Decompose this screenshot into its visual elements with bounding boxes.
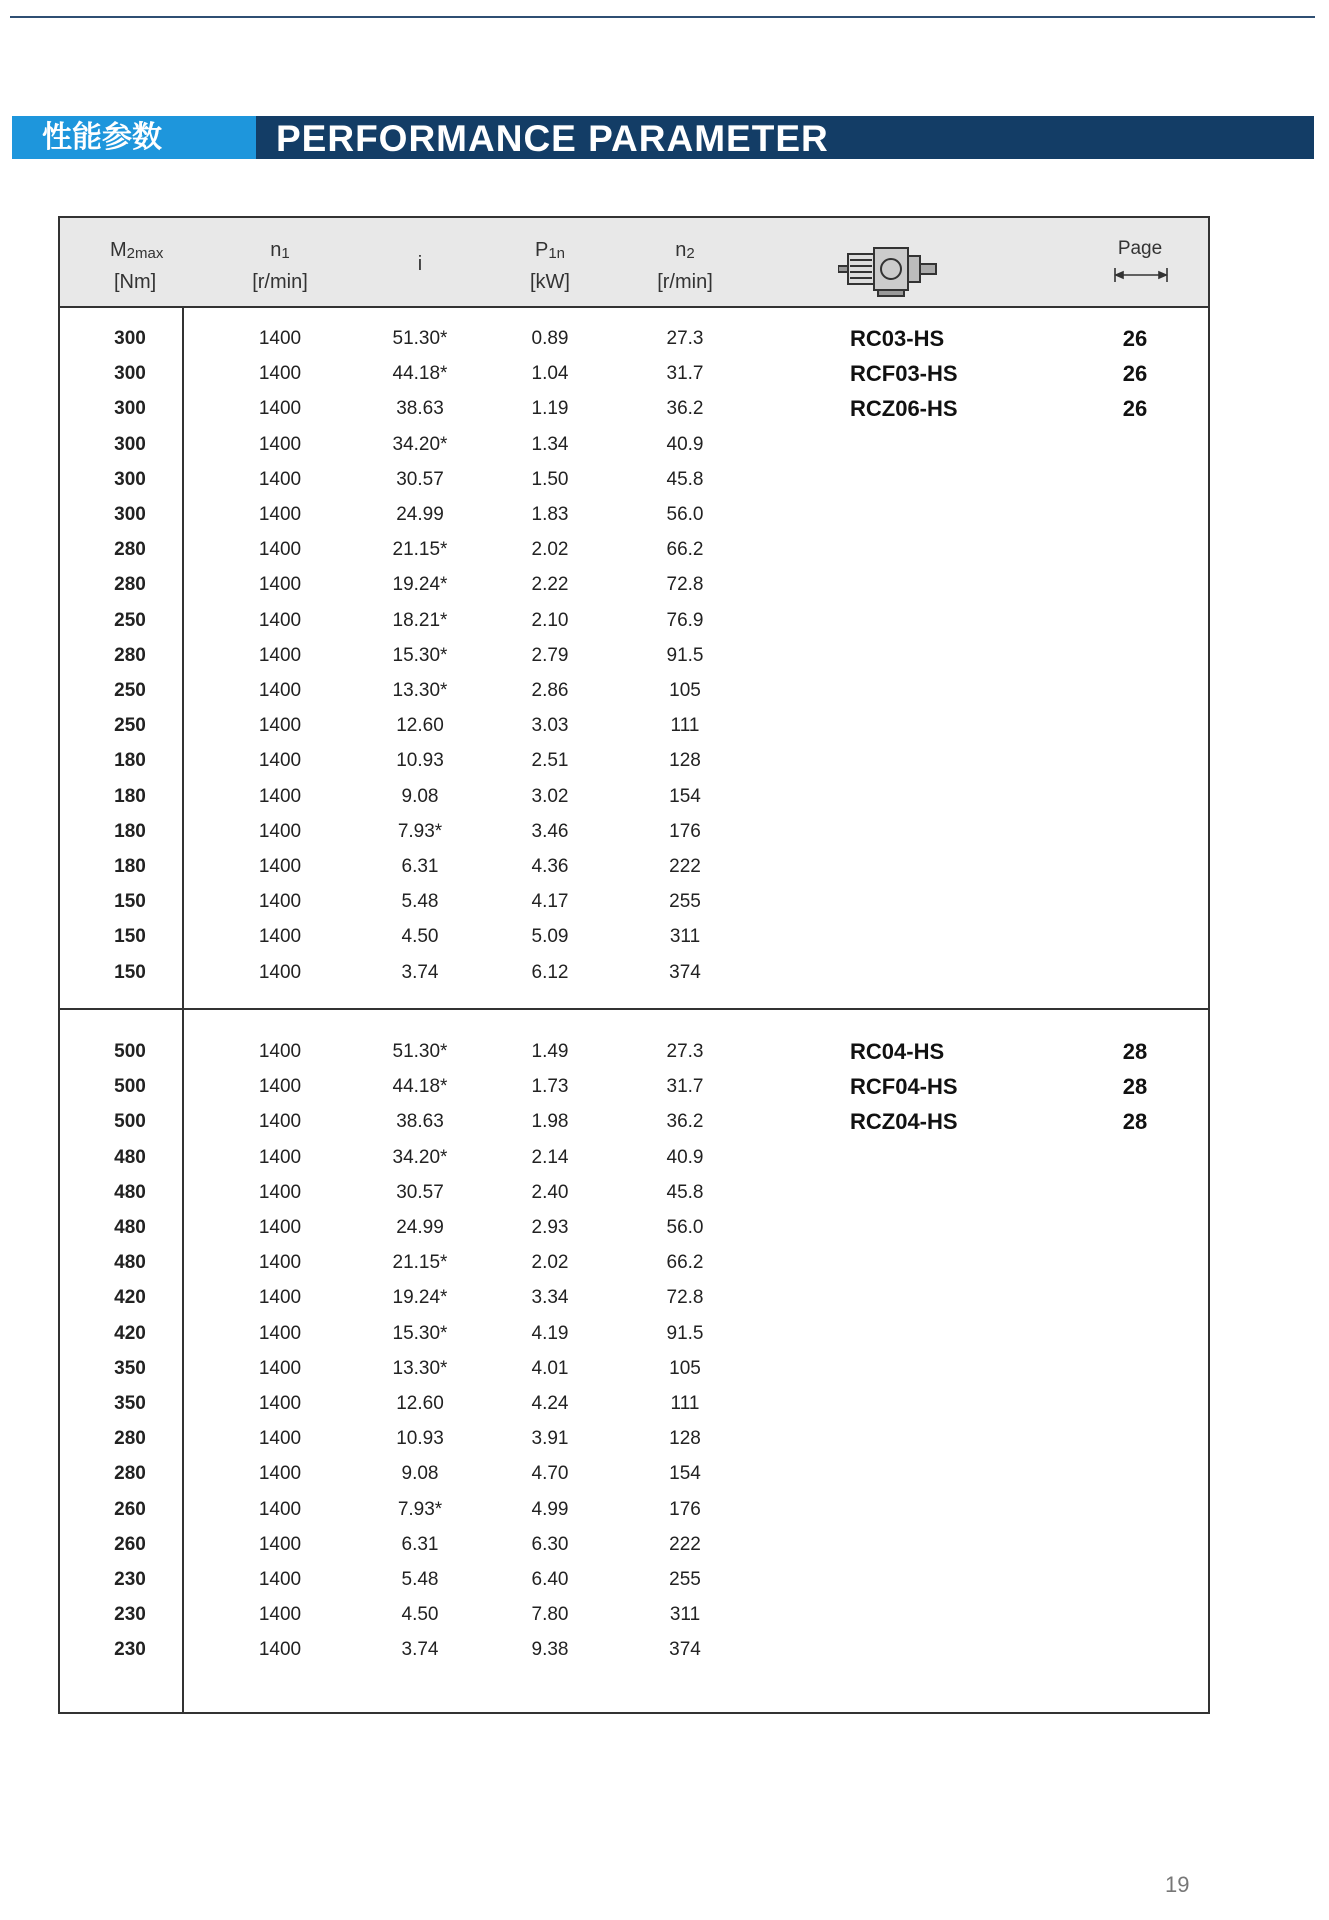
cell-p1n: 6.40 xyxy=(531,1569,569,1590)
cell-n2: 76.9 xyxy=(666,609,704,631)
cell-m2max: 180 xyxy=(114,750,146,772)
cell-m2max: 420 xyxy=(114,1322,146,1344)
cell-ratio: 13.30* xyxy=(392,680,448,701)
cell-m2max: 300 xyxy=(114,504,146,525)
cell-m2max: 250 xyxy=(114,715,146,737)
cell-p1n: 1.04 xyxy=(531,363,569,385)
table-row xyxy=(60,532,1208,567)
cell-ratio: 7.93* xyxy=(397,820,443,842)
cell-ratio: 30.57 xyxy=(396,468,444,490)
cell-n2: 91.5 xyxy=(666,1322,704,1344)
cell-n1: 1400 xyxy=(258,926,302,948)
cell-p1n: 2.02 xyxy=(531,539,569,561)
cell-n1: 1400 xyxy=(258,1111,302,1133)
cell-n2: 56.0 xyxy=(666,1217,704,1238)
cell-ratio: 4.50 xyxy=(401,926,439,948)
cell-n2: 176 xyxy=(669,820,701,842)
cell-p1n: 4.17 xyxy=(531,891,569,913)
model-name: RCF03-HS xyxy=(850,361,958,387)
cell-ratio: 21.15* xyxy=(392,1252,448,1274)
cell-m2max: 500 xyxy=(114,1111,146,1133)
cell-n1: 1400 xyxy=(258,1639,302,1661)
cell-ratio: 6.31 xyxy=(401,1533,439,1555)
cell-p1n: 2.86 xyxy=(531,680,569,701)
cell-p1n: 6.30 xyxy=(531,1533,569,1555)
cell-m2max: 180 xyxy=(114,785,146,807)
cell-n2: 40.9 xyxy=(666,433,704,455)
cell-ratio: 18.21* xyxy=(392,609,448,631)
cell-n1: 1400 xyxy=(258,398,302,420)
cell-ratio: 9.08 xyxy=(401,785,439,807)
top-rule xyxy=(10,16,1315,18)
cell-m2max: 280 xyxy=(114,539,146,561)
table-row xyxy=(60,603,1208,638)
cell-n1: 1400 xyxy=(258,715,302,737)
cell-n2: 176 xyxy=(669,1498,701,1520)
model-name: RC04-HS xyxy=(850,1039,945,1064)
cell-m2max: 280 xyxy=(114,644,146,666)
cell-m2max: 300 xyxy=(114,398,146,420)
cell-p1n: 2.79 xyxy=(531,644,569,666)
cell-n1: 1400 xyxy=(258,328,302,349)
cell-n1: 1400 xyxy=(258,680,302,701)
cell-n2: 154 xyxy=(669,1463,701,1485)
cell-p1n: 5.09 xyxy=(531,926,569,948)
cell-p1n: 2.51 xyxy=(531,750,569,772)
cell-n2: 31.7 xyxy=(666,363,704,385)
cell-n2: 36.2 xyxy=(666,1111,704,1133)
cell-m2max: 350 xyxy=(114,1393,146,1414)
header-p1n: $P_{1n}$ [kW] xyxy=(530,239,570,293)
table-row xyxy=(60,814,1208,849)
cell-p1n: 7.80 xyxy=(531,1604,569,1626)
table-row xyxy=(60,1140,1208,1175)
cell-ratio: 10.93 xyxy=(396,1428,444,1450)
cell-p1n: 6.12 xyxy=(531,961,569,983)
cell-ratio: 13.30* xyxy=(392,1357,448,1379)
cell-n1: 1400 xyxy=(258,1498,302,1520)
header-i: i xyxy=(417,253,423,275)
cell-ratio: 12.60 xyxy=(396,1393,444,1414)
cell-m2max: 150 xyxy=(114,926,146,948)
cell-m2max: 260 xyxy=(114,1498,146,1520)
cell-ratio: 51.30* xyxy=(392,328,448,349)
cell-n2: 222 xyxy=(669,1533,701,1555)
cell-ratio: 15.30* xyxy=(392,644,448,666)
cell-n2: 72.8 xyxy=(666,574,704,596)
table-row xyxy=(60,849,1208,884)
cell-ratio: 24.99 xyxy=(396,504,444,525)
table-row xyxy=(60,743,1208,778)
cell-p1n: 3.03 xyxy=(531,715,569,737)
cell-ratio: 3.74 xyxy=(401,1639,439,1661)
cell-n2: 72.8 xyxy=(666,1287,704,1309)
cell-n2: 105 xyxy=(669,680,701,701)
cell-p1n: 9.38 xyxy=(531,1639,569,1661)
cell-n2: 374 xyxy=(669,1639,701,1661)
cell-ratio: 38.63 xyxy=(396,398,444,420)
cell-n1: 1400 xyxy=(258,609,302,631)
cell-m2max: 350 xyxy=(114,1357,146,1379)
cell-n1: 1400 xyxy=(258,961,302,983)
cell-n2: 45.8 xyxy=(666,468,704,490)
model-page: 26 xyxy=(1122,361,1148,387)
cell-p1n: 1.50 xyxy=(531,468,569,490)
table-row xyxy=(60,1632,1208,1667)
cell-n1: 1400 xyxy=(258,1076,302,1098)
cell-n1: 1400 xyxy=(258,785,302,807)
model-page: 28 xyxy=(1122,1039,1148,1064)
cell-ratio: 19.24* xyxy=(392,574,448,596)
cell-n2: 374 xyxy=(669,961,701,983)
cell-n2: 56.0 xyxy=(666,504,704,525)
table-row xyxy=(60,1386,1208,1421)
cell-n2: 27.3 xyxy=(666,328,704,349)
cell-m2max: 500 xyxy=(114,1041,146,1062)
cell-n2: 222 xyxy=(669,856,701,877)
table-row xyxy=(60,1280,1208,1315)
cell-m2max: 480 xyxy=(114,1181,146,1203)
cell-p1n: 1.34 xyxy=(531,433,569,455)
model-page: 28 xyxy=(1122,1074,1148,1100)
header-page: Page xyxy=(1117,238,1163,259)
cell-n1: 1400 xyxy=(258,820,302,842)
table-row xyxy=(60,1351,1208,1386)
cell-n1: 1400 xyxy=(258,1569,302,1590)
cell-ratio: 19.24* xyxy=(392,1287,448,1309)
cell-m2max: 500 xyxy=(114,1076,146,1098)
cell-ratio: 12.60 xyxy=(396,715,444,737)
cell-p1n: 1.49 xyxy=(531,1041,569,1062)
table-row xyxy=(60,638,1208,673)
cell-n1: 1400 xyxy=(258,1393,302,1414)
cell-ratio: 7.93* xyxy=(397,1498,443,1520)
cell-m2max: 230 xyxy=(114,1604,146,1626)
header-n1: $n_1$ [r/min] xyxy=(252,239,308,293)
table-row xyxy=(60,1421,1208,1456)
cell-n2: 255 xyxy=(669,1569,701,1590)
cell-n2: 91.5 xyxy=(666,644,704,666)
model-name: RC03-HS xyxy=(850,326,945,351)
cell-m2max: 150 xyxy=(114,891,146,913)
cell-m2max: 180 xyxy=(114,820,146,842)
cell-p1n: 4.24 xyxy=(531,1393,569,1414)
cell-n1: 1400 xyxy=(258,1041,302,1062)
table-row xyxy=(60,1245,1208,1280)
section-title-en: PERFORMANCE PARAMETER xyxy=(256,116,1314,159)
cell-n1: 1400 xyxy=(258,1604,302,1626)
cell-m2max: 250 xyxy=(114,680,146,701)
cell-m2max: 230 xyxy=(114,1639,146,1661)
cell-n2: 128 xyxy=(669,1428,701,1450)
table-row xyxy=(60,673,1208,708)
cell-m2max: 300 xyxy=(114,468,146,490)
cell-p1n: 3.91 xyxy=(531,1428,569,1450)
cell-p1n: 4.70 xyxy=(531,1463,569,1485)
table-row xyxy=(60,1562,1208,1597)
gear-motor-icon xyxy=(838,234,942,300)
cell-n2: 36.2 xyxy=(666,398,704,420)
cell-p1n: 2.14 xyxy=(531,1146,569,1168)
table-row xyxy=(60,1175,1208,1210)
cell-m2max: 280 xyxy=(114,574,146,596)
cell-ratio: 15.30* xyxy=(392,1322,448,1344)
cell-p1n: 1.83 xyxy=(531,504,569,525)
cell-n2: 128 xyxy=(669,750,701,772)
header-m2max: $M_{2max}$ [Nm] xyxy=(110,239,164,293)
cell-n1: 1400 xyxy=(258,1533,302,1555)
table-row xyxy=(60,708,1208,743)
table-header xyxy=(60,218,1208,308)
cell-n1: 1400 xyxy=(258,1357,302,1379)
cell-p1n: 4.99 xyxy=(531,1498,569,1520)
model-name: RCF04-HS xyxy=(850,1074,958,1100)
cell-n2: 45.8 xyxy=(666,1181,704,1203)
model-name: RCZ06-HS xyxy=(850,396,958,422)
cell-n1: 1400 xyxy=(258,1217,302,1238)
cell-m2max: 260 xyxy=(114,1533,146,1555)
cell-m2max: 300 xyxy=(114,328,146,349)
cell-n2: 40.9 xyxy=(666,1146,704,1168)
table-row xyxy=(60,955,1208,990)
cell-m2max: 480 xyxy=(114,1217,146,1238)
cell-m2max: 180 xyxy=(114,856,146,877)
cell-n2: 255 xyxy=(669,891,701,913)
table-row xyxy=(60,884,1208,919)
cell-ratio: 44.18* xyxy=(392,363,448,385)
cell-n1: 1400 xyxy=(258,1181,302,1203)
page-number: 19 xyxy=(1165,1872,1190,1897)
cell-p1n: 2.02 xyxy=(531,1252,569,1274)
table-row xyxy=(60,779,1208,814)
performance-table xyxy=(58,216,1210,1714)
cell-m2max: 420 xyxy=(114,1287,146,1309)
cell-n2: 27.3 xyxy=(666,1041,704,1062)
cell-p1n: 2.22 xyxy=(531,574,569,596)
model-page: 26 xyxy=(1122,326,1148,351)
cell-n1: 1400 xyxy=(258,1252,302,1274)
page-arrow-icon xyxy=(1114,266,1168,284)
cell-n1: 1400 xyxy=(258,504,302,525)
cell-n1: 1400 xyxy=(258,1146,302,1168)
cell-p1n: 4.36 xyxy=(531,856,569,877)
table-row xyxy=(60,1210,1208,1245)
cell-ratio: 10.93 xyxy=(396,750,444,772)
cell-m2max: 480 xyxy=(114,1252,146,1274)
cell-n1: 1400 xyxy=(258,433,302,455)
cell-n1: 1400 xyxy=(258,1428,302,1450)
table-row xyxy=(60,1597,1208,1632)
cell-n1: 1400 xyxy=(258,1287,302,1309)
cell-p1n: 0.89 xyxy=(531,328,569,349)
cell-n1: 1400 xyxy=(258,856,302,877)
cell-m2max: 250 xyxy=(114,609,146,631)
cell-m2max: 150 xyxy=(114,961,146,983)
cell-n2: 311 xyxy=(669,1604,701,1626)
cell-m2max: 480 xyxy=(114,1146,146,1168)
cell-p1n: 3.46 xyxy=(531,820,569,842)
cell-m2max: 230 xyxy=(114,1569,146,1590)
cell-n2: 66.2 xyxy=(666,539,704,561)
cell-ratio: 5.48 xyxy=(401,1569,439,1590)
cell-ratio: 5.48 xyxy=(401,891,439,913)
cell-n1: 1400 xyxy=(258,468,302,490)
table-row xyxy=(60,1316,1208,1351)
cell-ratio: 34.20* xyxy=(392,1146,448,1168)
cell-ratio: 30.57 xyxy=(396,1181,444,1203)
model-name: RCZ04-HS xyxy=(850,1109,958,1135)
cell-ratio: 44.18* xyxy=(392,1076,448,1098)
cell-n1: 1400 xyxy=(258,891,302,913)
cell-n1: 1400 xyxy=(258,644,302,666)
table-row xyxy=(60,462,1208,497)
cell-p1n: 1.19 xyxy=(531,398,569,420)
cell-p1n: 1.98 xyxy=(531,1111,569,1133)
cell-m2max: 280 xyxy=(114,1463,146,1485)
table-row xyxy=(60,1527,1208,1562)
table-row xyxy=(60,427,1208,462)
cell-n2: 31.7 xyxy=(666,1076,704,1098)
cell-ratio: 51.30* xyxy=(392,1041,448,1062)
cell-p1n: 1.73 xyxy=(531,1076,569,1098)
cell-m2max: 300 xyxy=(114,363,146,385)
cell-p1n: 3.34 xyxy=(531,1287,569,1309)
cell-p1n: 2.10 xyxy=(531,609,569,631)
cell-n1: 1400 xyxy=(258,574,302,596)
cell-ratio: 34.20* xyxy=(392,433,448,455)
cell-ratio: 4.50 xyxy=(401,1604,439,1626)
cell-p1n: 2.93 xyxy=(531,1217,569,1238)
table-row xyxy=(60,497,1208,532)
cell-n1: 1400 xyxy=(258,1322,302,1344)
cell-p1n: 3.02 xyxy=(531,785,569,807)
cell-n2: 66.2 xyxy=(666,1252,704,1274)
table-row xyxy=(60,567,1208,602)
cell-ratio: 6.31 xyxy=(401,856,439,877)
cell-n1: 1400 xyxy=(258,750,302,772)
cell-n2: 105 xyxy=(669,1357,701,1379)
model-page: 28 xyxy=(1122,1109,1148,1135)
cell-m2max: 300 xyxy=(114,433,146,455)
table-row xyxy=(60,919,1208,954)
group-divider xyxy=(60,1008,1208,1010)
section-title-cn: 性能参数 xyxy=(12,116,256,159)
header-n2: $n_2$ [r/min] xyxy=(657,239,713,293)
cell-n1: 1400 xyxy=(258,1463,302,1485)
cell-p1n: 4.01 xyxy=(531,1357,569,1379)
cell-ratio: 24.99 xyxy=(396,1217,444,1238)
table-row xyxy=(60,1492,1208,1527)
cell-n2: 154 xyxy=(669,785,701,807)
cell-n2: 311 xyxy=(669,926,701,948)
cell-p1n: 2.40 xyxy=(531,1181,569,1203)
cell-p1n: 4.19 xyxy=(531,1322,569,1344)
cell-ratio: 21.15* xyxy=(392,539,448,561)
cell-n1: 1400 xyxy=(258,539,302,561)
cell-m2max: 280 xyxy=(114,1428,146,1450)
table-row xyxy=(60,1456,1208,1491)
cell-n1: 1400 xyxy=(258,363,302,385)
cell-ratio: 38.63 xyxy=(396,1111,444,1133)
cell-ratio: 3.74 xyxy=(401,961,439,983)
cell-n2: 111 xyxy=(670,715,700,737)
cell-n2: 111 xyxy=(670,1393,700,1414)
cell-ratio: 9.08 xyxy=(401,1463,439,1485)
model-page: 26 xyxy=(1122,396,1148,422)
